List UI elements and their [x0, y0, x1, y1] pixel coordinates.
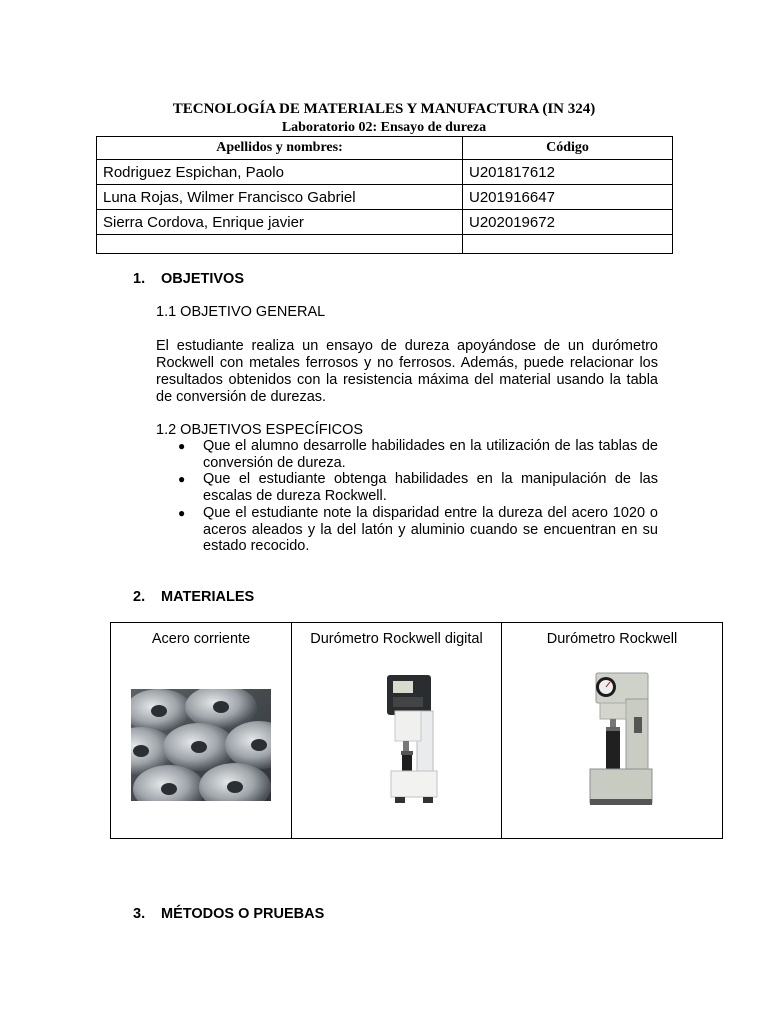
list-item-text: Que el estudiante obtenga habilidades en la manipulación de las escalas de dureza Rockwell. [203, 471, 658, 505]
digital-hardness-tester-image [347, 671, 447, 807]
list-item-text: Que el estudiante note la disparidad entre la dureza del acero 1020 o aceros aleados y la del latón y aluminio cuando se encuentran en su estado recocido. [203, 504, 658, 555]
table-row [97, 185, 673, 210]
student-name: Luna Rojas, Wilmer Francisco Gabriel [97, 185, 463, 210]
material-label: Durómetro Rockwell digital [310, 631, 483, 647]
student-name: Rodriguez Espichan, Paolo [97, 160, 463, 185]
column-header-names: Apellidos y nombres: [97, 137, 463, 160]
section-heading-objetivos [133, 271, 244, 287]
table-row [97, 160, 673, 185]
specific-objectives-list [156, 438, 658, 555]
bullet-icon: ● [178, 472, 186, 487]
general-objective-title: 1.1 OBJETIVO GENERAL [156, 304, 326, 320]
steel-coils-image [131, 689, 271, 801]
document-title: TECNOLOGÍA DE MATERIALES Y MANUFACTURA (IN 324) [172, 101, 596, 117]
list-item-text: Que el alumno desarrolle habilidades en la utilización de las tablas de conversión de dureza. [203, 438, 658, 471]
section-title: MATERIALES [161, 589, 255, 605]
material-cell [292, 623, 502, 839]
material-cell [502, 623, 723, 839]
materials-table [110, 622, 723, 839]
general-objective-text: El estudiante realiza un ensayo de dureza apoyándose de un durómetro Rockwell con metales ferrosos y no ferrosos. Además, puede relacionar los resultados obtenidos con la resistencia máxima del material usando la tabla de conversión de durezas. [156, 338, 658, 405]
section-number: 3. [133, 906, 146, 922]
list-item [156, 471, 658, 504]
document-subtitle: Laboratorio 02: Ensayo de dureza [281, 120, 487, 135]
section-number: 2. [133, 589, 146, 605]
list-item [156, 438, 658, 471]
students-table-header [97, 137, 673, 160]
student-code: U202019672 [463, 210, 673, 235]
material-label: Durómetro Rockwell [546, 631, 678, 647]
bullet-icon: ● [178, 505, 186, 520]
section-title: OBJETIVOS [161, 271, 244, 287]
specific-objectives-title: 1.2 OBJETIVOS ESPECÍFICOS [156, 422, 364, 438]
student-code: U201916647 [463, 185, 673, 210]
list-item [156, 505, 658, 555]
students-table [96, 136, 673, 254]
material-cell [111, 623, 292, 839]
student-name: Sierra Cordova, Enrique javier [97, 210, 463, 235]
table-row [97, 210, 673, 235]
analog-hardness-tester-image [562, 669, 662, 809]
section-heading-materiales [133, 589, 254, 605]
column-header-code: Código [463, 137, 673, 160]
section-title: MÉTODOS O PRUEBAS [161, 906, 325, 922]
student-name [97, 235, 463, 254]
material-label: Acero corriente [151, 631, 251, 647]
section-number: 1. [133, 271, 146, 287]
student-code [463, 235, 673, 254]
student-code: U201817612 [463, 160, 673, 185]
section-heading-metodos [133, 906, 324, 922]
table-row-empty [97, 235, 673, 254]
bullet-icon: ● [178, 439, 186, 453]
